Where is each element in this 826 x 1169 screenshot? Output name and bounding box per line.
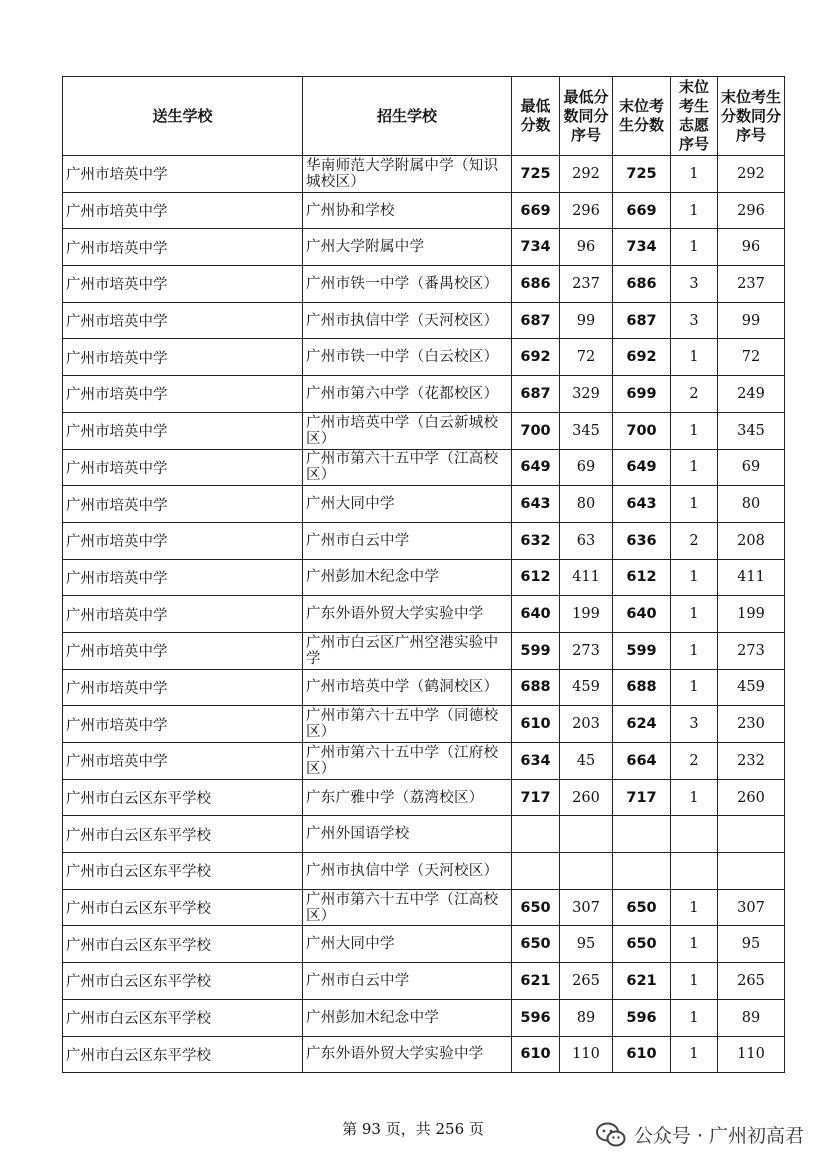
cell-last-score-rank: 265 xyxy=(718,963,785,1000)
cell-min-score-rank: 411 xyxy=(560,559,613,596)
cell-last-score: 717 xyxy=(613,779,671,816)
cell-min-score-rank: 273 xyxy=(560,632,613,669)
cell-sender-school: 广州市白云区东平学校 xyxy=(63,889,303,926)
table-row xyxy=(63,669,785,706)
cell-last-score: 650 xyxy=(613,926,671,963)
cell-recruiting-school: 广州大同中学 xyxy=(303,926,512,963)
cell-recruiting-school: 广州市白云中学 xyxy=(303,963,512,1000)
cell-min-score-rank: 96 xyxy=(560,229,613,266)
cell-min-score-rank: 459 xyxy=(560,669,613,706)
cell-recruiting-school: 广州市第六中学（花都校区） xyxy=(303,376,512,413)
cell-recruiting-school: 广州市第六十五中学（江高校区） xyxy=(303,889,512,926)
cell-recruiting-school: 广州市培英中学（白云新城校区） xyxy=(303,412,512,449)
table-row xyxy=(63,853,785,890)
cell-last-wish: 3 xyxy=(671,302,718,339)
cell-sender-school: 广州市培英中学 xyxy=(63,559,303,596)
cell-min-score: 643 xyxy=(512,486,560,523)
cell-recruiting-school: 广东外语外贸大学实验中学 xyxy=(303,1036,512,1073)
cell-recruiting-school: 广州协和学校 xyxy=(303,192,512,229)
cell-last-wish: 2 xyxy=(671,743,718,780)
cell-min-score-rank: 45 xyxy=(560,743,613,780)
cell-sender-school: 广州市白云区东平学校 xyxy=(63,926,303,963)
cell-last-wish: 1 xyxy=(671,632,718,669)
cell-last-score-rank: 72 xyxy=(718,339,785,376)
cell-min-score: 717 xyxy=(512,779,560,816)
table-row xyxy=(63,559,785,596)
cell-min-score: 700 xyxy=(512,412,560,449)
cell-sender-school: 广州市培英中学 xyxy=(63,522,303,559)
cell-last-score-rank: 292 xyxy=(718,156,785,193)
cell-min-score-rank: 329 xyxy=(560,376,613,413)
cell-sender-school: 广州市培英中学 xyxy=(63,486,303,523)
cell-min-score-rank: 345 xyxy=(560,412,613,449)
table-row xyxy=(63,486,785,523)
header-last-score: 末位考生分数 xyxy=(613,77,671,156)
cell-min-score: 687 xyxy=(512,376,560,413)
cell-sender-school: 广州市白云区东平学校 xyxy=(63,853,303,890)
cell-recruiting-school: 广州市第六十五中学（江高校区） xyxy=(303,449,512,486)
cell-sender-school: 广州市培英中学 xyxy=(63,266,303,303)
cell-sender-school: 广州市培英中学 xyxy=(63,376,303,413)
cell-recruiting-school: 广州彭加木纪念中学 xyxy=(303,999,512,1036)
cell-min-score: 649 xyxy=(512,449,560,486)
cell-sender-school: 广州市培英中学 xyxy=(63,596,303,633)
table-row xyxy=(63,302,785,339)
cell-last-score: 643 xyxy=(613,486,671,523)
cell-recruiting-school: 华南师范大学附属中学（知识城校区） xyxy=(303,156,512,193)
cell-recruiting-school: 广州市培英中学（鹤洞校区） xyxy=(303,669,512,706)
cell-recruiting-school: 广州市执信中学（天河校区） xyxy=(303,302,512,339)
cell-last-score-rank: 80 xyxy=(718,486,785,523)
cell-last-wish xyxy=(671,816,718,853)
cell-min-score: 692 xyxy=(512,339,560,376)
table-row xyxy=(63,889,785,926)
cell-last-wish: 1 xyxy=(671,963,718,1000)
cell-sender-school: 广州市培英中学 xyxy=(63,302,303,339)
cell-sender-school: 广州市培英中学 xyxy=(63,339,303,376)
cell-min-score xyxy=(512,816,560,853)
cell-last-score-rank: 260 xyxy=(718,779,785,816)
table-row xyxy=(63,999,785,1036)
header-last-score-rank: 末位考生分数同分序号 xyxy=(718,77,785,156)
cell-recruiting-school: 广州市铁一中学（白云校区） xyxy=(303,339,512,376)
cell-min-score: 599 xyxy=(512,632,560,669)
cell-last-score-rank: 296 xyxy=(718,192,785,229)
table-row xyxy=(63,449,785,486)
cell-sender-school: 广州市培英中学 xyxy=(63,743,303,780)
cell-sender-school: 广州市白云区东平学校 xyxy=(63,816,303,853)
cell-last-wish: 2 xyxy=(671,522,718,559)
table-row xyxy=(63,266,785,303)
table-row xyxy=(63,192,785,229)
cell-min-score: 687 xyxy=(512,302,560,339)
cell-min-score-rank: 292 xyxy=(560,156,613,193)
cell-last-score: 686 xyxy=(613,266,671,303)
cell-last-score-rank: 345 xyxy=(718,412,785,449)
cell-sender-school: 广州市培英中学 xyxy=(63,412,303,449)
cell-last-score: 725 xyxy=(613,156,671,193)
cell-last-score: 687 xyxy=(613,302,671,339)
header-min-score-rank: 最低分数同分序号 xyxy=(560,77,613,156)
cell-recruiting-school: 广州市第六十五中学（同德校区） xyxy=(303,706,512,743)
header-recruiting-school: 招生学校 xyxy=(303,77,512,156)
cell-last-score: 640 xyxy=(613,596,671,633)
cell-min-score-rank: 69 xyxy=(560,449,613,486)
cell-last-score-rank: 69 xyxy=(718,449,785,486)
cell-last-wish: 1 xyxy=(671,1036,718,1073)
cell-last-score-rank xyxy=(718,816,785,853)
cell-recruiting-school: 广州大同中学 xyxy=(303,486,512,523)
cell-min-score: 650 xyxy=(512,889,560,926)
cell-last-wish: 1 xyxy=(671,669,718,706)
cell-last-score: 612 xyxy=(613,559,671,596)
cell-last-wish: 1 xyxy=(671,412,718,449)
cell-last-score: 649 xyxy=(613,449,671,486)
cell-min-score-rank: 203 xyxy=(560,706,613,743)
cell-last-score-rank: 96 xyxy=(718,229,785,266)
cell-last-wish: 1 xyxy=(671,192,718,229)
cell-last-score-rank: 89 xyxy=(718,999,785,1036)
cell-last-wish: 1 xyxy=(671,999,718,1036)
table-header-row xyxy=(63,77,785,156)
table-row xyxy=(63,779,785,816)
cell-last-wish: 1 xyxy=(671,559,718,596)
cell-min-score-rank xyxy=(560,816,613,853)
watermark-text: 公众号 · 广州初高君 xyxy=(633,1125,804,1147)
cell-last-score: 734 xyxy=(613,229,671,266)
cell-recruiting-school: 广州市白云区广州空港实验中学 xyxy=(303,632,512,669)
cell-last-score: 699 xyxy=(613,376,671,413)
cell-min-score: 688 xyxy=(512,669,560,706)
cell-last-score-rank: 273 xyxy=(718,632,785,669)
watermark xyxy=(596,1121,804,1148)
cell-last-score-rank: 230 xyxy=(718,706,785,743)
cell-last-score: 692 xyxy=(613,339,671,376)
cell-sender-school: 广州市培英中学 xyxy=(63,449,303,486)
cell-last-wish: 1 xyxy=(671,486,718,523)
cell-last-wish: 1 xyxy=(671,449,718,486)
table-row xyxy=(63,632,785,669)
cell-min-score: 621 xyxy=(512,963,560,1000)
cell-min-score: 734 xyxy=(512,229,560,266)
cell-sender-school: 广州市培英中学 xyxy=(63,156,303,193)
cell-last-score-rank xyxy=(718,853,785,890)
cell-min-score: 686 xyxy=(512,266,560,303)
cell-last-wish: 3 xyxy=(671,266,718,303)
table-row xyxy=(63,1036,785,1073)
table-body xyxy=(63,156,785,1073)
cell-last-score: 596 xyxy=(613,999,671,1036)
table-row xyxy=(63,376,785,413)
cell-sender-school: 广州市培英中学 xyxy=(63,192,303,229)
cell-min-score: 632 xyxy=(512,522,560,559)
cell-last-score: 664 xyxy=(613,743,671,780)
cell-last-score-rank: 232 xyxy=(718,743,785,780)
cell-recruiting-school: 广州彭加木纪念中学 xyxy=(303,559,512,596)
table-row xyxy=(63,706,785,743)
cell-last-score: 624 xyxy=(613,706,671,743)
cell-min-score-rank: 260 xyxy=(560,779,613,816)
cell-last-wish: 1 xyxy=(671,339,718,376)
cell-last-score-rank: 459 xyxy=(718,669,785,706)
table-row xyxy=(63,412,785,449)
cell-min-score: 650 xyxy=(512,926,560,963)
cell-last-score-rank: 95 xyxy=(718,926,785,963)
cell-recruiting-school: 广东外语外贸大学实验中学 xyxy=(303,596,512,633)
cell-last-wish: 1 xyxy=(671,926,718,963)
table-row xyxy=(63,743,785,780)
page-number: 第 93 页，共 256 页 xyxy=(342,1120,484,1138)
cell-last-score-rank: 307 xyxy=(718,889,785,926)
cell-min-score-rank: 80 xyxy=(560,486,613,523)
cell-last-score: 621 xyxy=(613,963,671,1000)
cell-min-score: 610 xyxy=(512,706,560,743)
cell-recruiting-school: 广州市第六十五中学（江府校区） xyxy=(303,743,512,780)
cell-sender-school: 广州市白云区东平学校 xyxy=(63,779,303,816)
cell-last-score-rank: 208 xyxy=(718,522,785,559)
cell-last-wish xyxy=(671,853,718,890)
cell-sender-school: 广州市培英中学 xyxy=(63,669,303,706)
cell-last-score-rank: 411 xyxy=(718,559,785,596)
table-row xyxy=(63,522,785,559)
cell-last-score: 650 xyxy=(613,889,671,926)
cell-recruiting-school: 广州市白云中学 xyxy=(303,522,512,559)
cell-last-score-rank: 237 xyxy=(718,266,785,303)
table-row xyxy=(63,229,785,266)
cell-min-score: 596 xyxy=(512,999,560,1036)
cell-min-score: 640 xyxy=(512,596,560,633)
cell-sender-school: 广州市白云区东平学校 xyxy=(63,1036,303,1073)
table-row xyxy=(63,596,785,633)
table-row xyxy=(63,816,785,853)
header-min-score: 最低分数 xyxy=(512,77,560,156)
cell-last-wish: 1 xyxy=(671,156,718,193)
table-row xyxy=(63,156,785,193)
cell-min-score-rank: 63 xyxy=(560,522,613,559)
cell-last-score: 669 xyxy=(613,192,671,229)
cell-last-wish: 1 xyxy=(671,229,718,266)
cell-min-score-rank: 110 xyxy=(560,1036,613,1073)
cell-last-score: 599 xyxy=(613,632,671,669)
cell-min-score xyxy=(512,853,560,890)
table-row xyxy=(63,339,785,376)
cell-last-score: 700 xyxy=(613,412,671,449)
cell-min-score-rank: 265 xyxy=(560,963,613,1000)
cell-last-score-rank: 199 xyxy=(718,596,785,633)
cell-last-score-rank: 99 xyxy=(718,302,785,339)
table-row xyxy=(63,963,785,1000)
cell-recruiting-school: 广州市铁一中学（番禺校区） xyxy=(303,266,512,303)
cell-min-score: 669 xyxy=(512,192,560,229)
cell-min-score-rank: 296 xyxy=(560,192,613,229)
cell-recruiting-school: 广东广雅中学（荔湾校区） xyxy=(303,779,512,816)
header-sender-school: 送生学校 xyxy=(63,77,303,156)
cell-min-score: 634 xyxy=(512,743,560,780)
cell-sender-school: 广州市培英中学 xyxy=(63,229,303,266)
cell-min-score: 725 xyxy=(512,156,560,193)
cell-last-wish: 2 xyxy=(671,376,718,413)
cell-sender-school: 广州市白云区东平学校 xyxy=(63,999,303,1036)
cell-recruiting-school: 广州大学附属中学 xyxy=(303,229,512,266)
cell-last-score: 636 xyxy=(613,522,671,559)
cell-min-score-rank xyxy=(560,853,613,890)
cell-min-score-rank: 237 xyxy=(560,266,613,303)
cell-sender-school: 广州市培英中学 xyxy=(63,706,303,743)
cell-sender-school: 广州市培英中学 xyxy=(63,632,303,669)
cell-sender-school: 广州市白云区东平学校 xyxy=(63,963,303,1000)
cell-min-score-rank: 99 xyxy=(560,302,613,339)
cell-last-score: 610 xyxy=(613,1036,671,1073)
cell-min-score: 612 xyxy=(512,559,560,596)
cell-recruiting-school: 广州市执信中学（天河校区） xyxy=(303,853,512,890)
cell-min-score-rank: 89 xyxy=(560,999,613,1036)
cell-min-score-rank: 307 xyxy=(560,889,613,926)
header-last-wish: 末位考生志愿序号 xyxy=(671,77,718,156)
cell-min-score-rank: 72 xyxy=(560,339,613,376)
cell-min-score: 610 xyxy=(512,1036,560,1073)
cell-last-wish: 1 xyxy=(671,596,718,633)
cell-last-score xyxy=(613,816,671,853)
cell-recruiting-school: 广州外国语学校 xyxy=(303,816,512,853)
cell-last-score xyxy=(613,853,671,890)
table-row xyxy=(63,926,785,963)
cell-min-score-rank: 95 xyxy=(560,926,613,963)
wechat-icon xyxy=(596,1122,626,1148)
cell-last-score: 688 xyxy=(613,669,671,706)
admission-score-table xyxy=(62,76,785,1073)
cell-min-score-rank: 199 xyxy=(560,596,613,633)
cell-last-score-rank: 110 xyxy=(718,1036,785,1073)
cell-last-wish: 1 xyxy=(671,779,718,816)
cell-last-wish: 3 xyxy=(671,706,718,743)
cell-last-score-rank: 249 xyxy=(718,376,785,413)
cell-last-wish: 1 xyxy=(671,889,718,926)
